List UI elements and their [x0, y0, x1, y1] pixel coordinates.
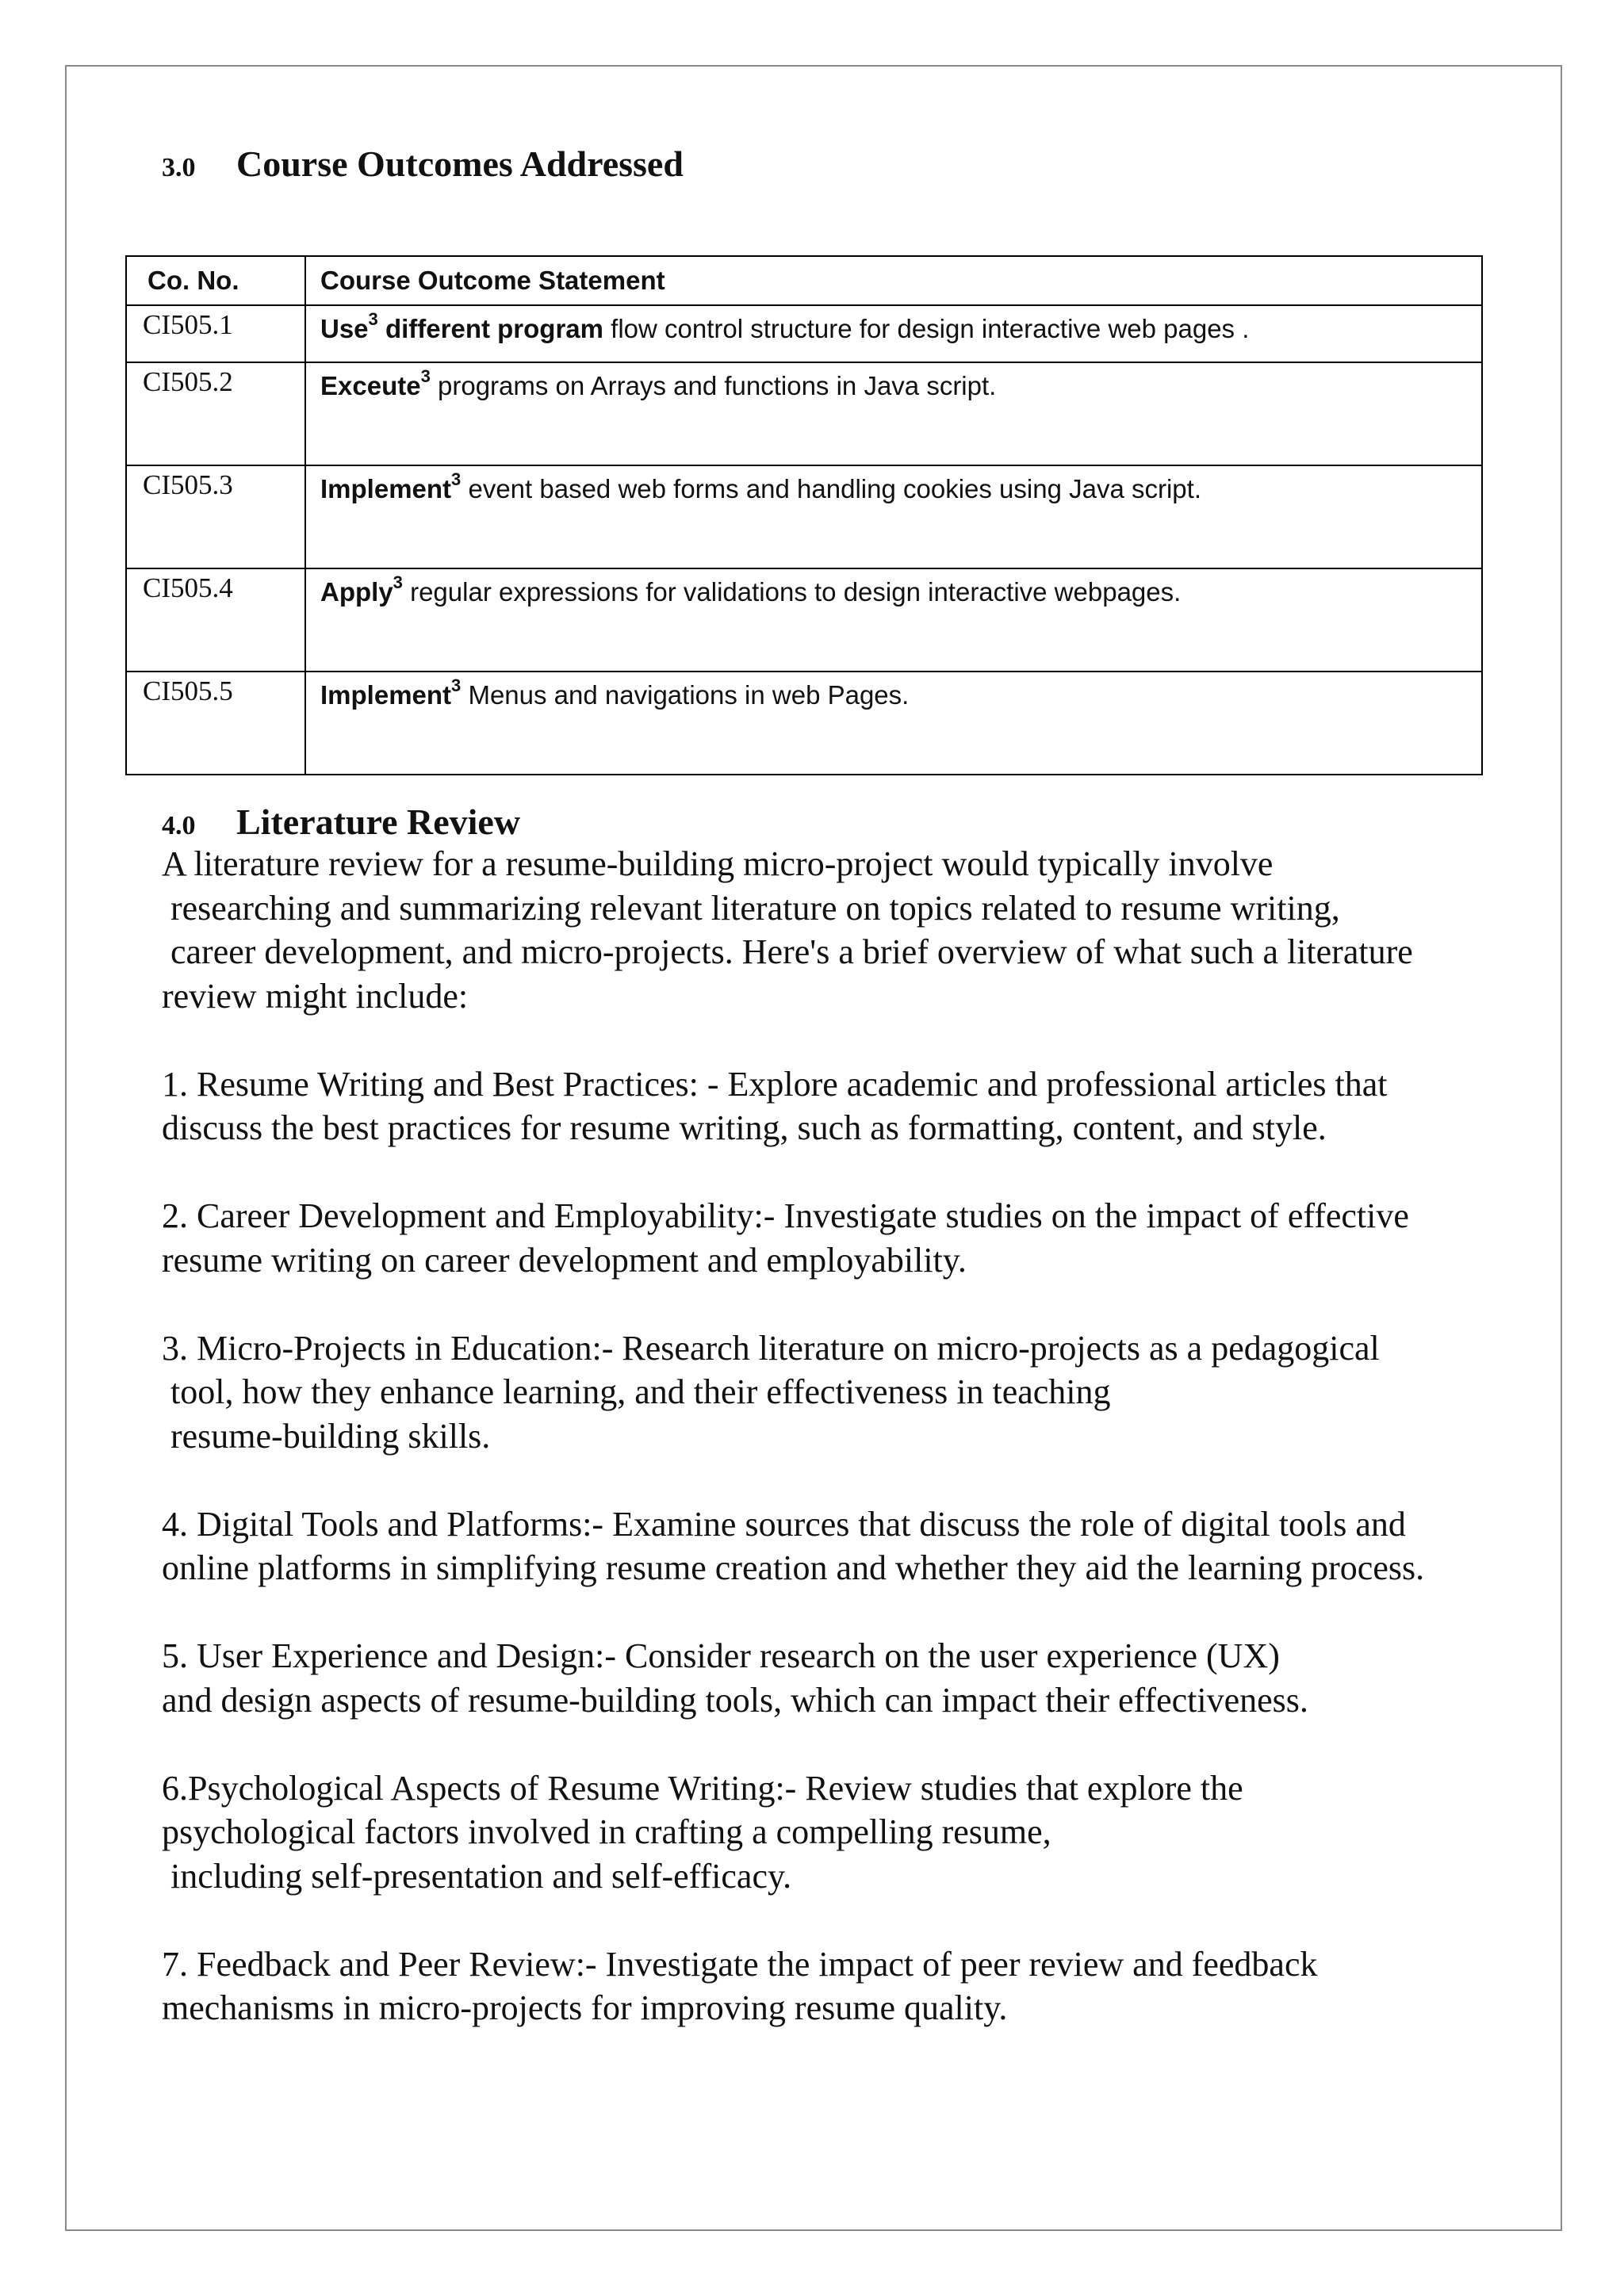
co-statement — [305, 568, 1482, 672]
intro-line: A literature review for a resume-building micro-project would typically involve — [162, 844, 1274, 883]
item-line: 3. Micro-Projects in Education:- Research literature on micro-projects as a pedagogical — [162, 1328, 1380, 1368]
section-4-heading — [162, 801, 520, 843]
literature-item-6 — [162, 1766, 1557, 1899]
table-row — [126, 672, 1482, 775]
co-level: 3 — [451, 469, 462, 489]
item-line: 6.Psychological Aspects of Resume Writing:- Review studies that explore the — [162, 1768, 1243, 1808]
co-code: CI505.1 — [126, 305, 305, 362]
literature-item-3 — [162, 1326, 1557, 1459]
literature-review-body — [162, 842, 1557, 2030]
co-text: Menus and navigations in web Pages. — [461, 680, 910, 710]
section-3-title: Course Outcomes Addressed — [236, 144, 684, 184]
co-text: flow control structure for design interactive web pages . — [603, 314, 1250, 343]
co-verb: Exceute — [320, 371, 421, 400]
co-verb: Use — [320, 314, 369, 343]
item-line: and design aspects of resume-building tools, which can impact their effectiveness. — [162, 1680, 1308, 1720]
intro-line: review might include: — [162, 976, 469, 1016]
item-line: tool, how they enhance learning, and their effectiveness in teaching — [162, 1372, 1111, 1411]
item-line: 1. Resume Writing and Best Practices: - Explore academic and professional articles that — [162, 1064, 1388, 1104]
header-statement: Course Outcome Statement — [305, 256, 1482, 305]
co-verb: Implement — [320, 680, 452, 710]
co-code: CI505.2 — [126, 362, 305, 465]
item-line: 5. User Experience and Design:- Consider research on the user experience (UX) — [162, 1636, 1280, 1675]
literature-item-4 — [162, 1502, 1557, 1590]
intro-line: researching and summarizing relevant literature on topics related to resume writing, — [162, 888, 1340, 928]
section-4-number: 4.0 — [162, 811, 196, 840]
table-row — [126, 568, 1482, 672]
section-4-title: Literature Review — [236, 802, 521, 842]
co-level: 3 — [393, 572, 403, 592]
literature-intro — [162, 842, 1557, 1018]
co-text: regular expressions for validations to design interactive webpages. — [402, 577, 1182, 607]
co-code: CI505.5 — [126, 672, 305, 775]
item-line: discuss the best practices for resume writing, such as formatting, content, and style. — [162, 1108, 1327, 1147]
item-line: resume-building skills. — [162, 1416, 491, 1456]
literature-item-1 — [162, 1062, 1557, 1150]
co-text: event based web forms and handling cookies using Java script. — [461, 474, 1201, 503]
table-header-row — [126, 256, 1482, 305]
item-line: 2. Career Development and Employability:- Investigate studies on the impact of effective — [162, 1196, 1409, 1235]
item-line: 7. Feedback and Peer Review:- Investigate the impact of peer review and feedback — [162, 1944, 1318, 1984]
co-level: 3 — [368, 309, 378, 329]
co-text: programs on Arrays and functions in Java script. — [430, 371, 997, 400]
co-statement — [305, 672, 1482, 775]
literature-item-5 — [162, 1634, 1557, 1722]
co-verb: Apply — [320, 577, 393, 607]
table-row — [126, 362, 1482, 465]
co-verb-extra: different program — [377, 314, 603, 343]
co-statement — [305, 465, 1482, 568]
course-outcomes-table — [125, 255, 1483, 775]
table-row — [126, 305, 1482, 362]
header-co-no: Co. No. — [126, 256, 305, 305]
intro-line: career development, and micro-projects. Here's a brief overview of what such a literature — [162, 932, 1413, 971]
section-3-number: 3.0 — [162, 153, 196, 182]
item-line: mechanisms in micro-projects for improving resume quality. — [162, 1988, 1008, 2027]
literature-item-7 — [162, 1942, 1557, 2030]
co-verb: Implement — [320, 474, 452, 503]
item-line: online platforms in simplifying resume creation and whether they aid the learning process. — [162, 1548, 1425, 1587]
co-code: CI505.4 — [126, 568, 305, 672]
table-row — [126, 465, 1482, 568]
literature-item-2 — [162, 1194, 1557, 1282]
co-level: 3 — [451, 675, 462, 695]
co-code: CI505.3 — [126, 465, 305, 568]
item-line: including self-presentation and self-efficacy. — [162, 1856, 792, 1896]
co-statement — [305, 362, 1482, 465]
co-level: 3 — [420, 366, 431, 386]
section-3-heading — [162, 143, 684, 185]
item-line: 4. Digital Tools and Platforms:- Examine sources that discuss the role of digital tools and — [162, 1504, 1406, 1544]
item-line: resume writing on career development and employability. — [162, 1240, 967, 1280]
item-line: psychological factors involved in crafting a compelling resume, — [162, 1812, 1051, 1851]
co-statement — [305, 305, 1482, 362]
